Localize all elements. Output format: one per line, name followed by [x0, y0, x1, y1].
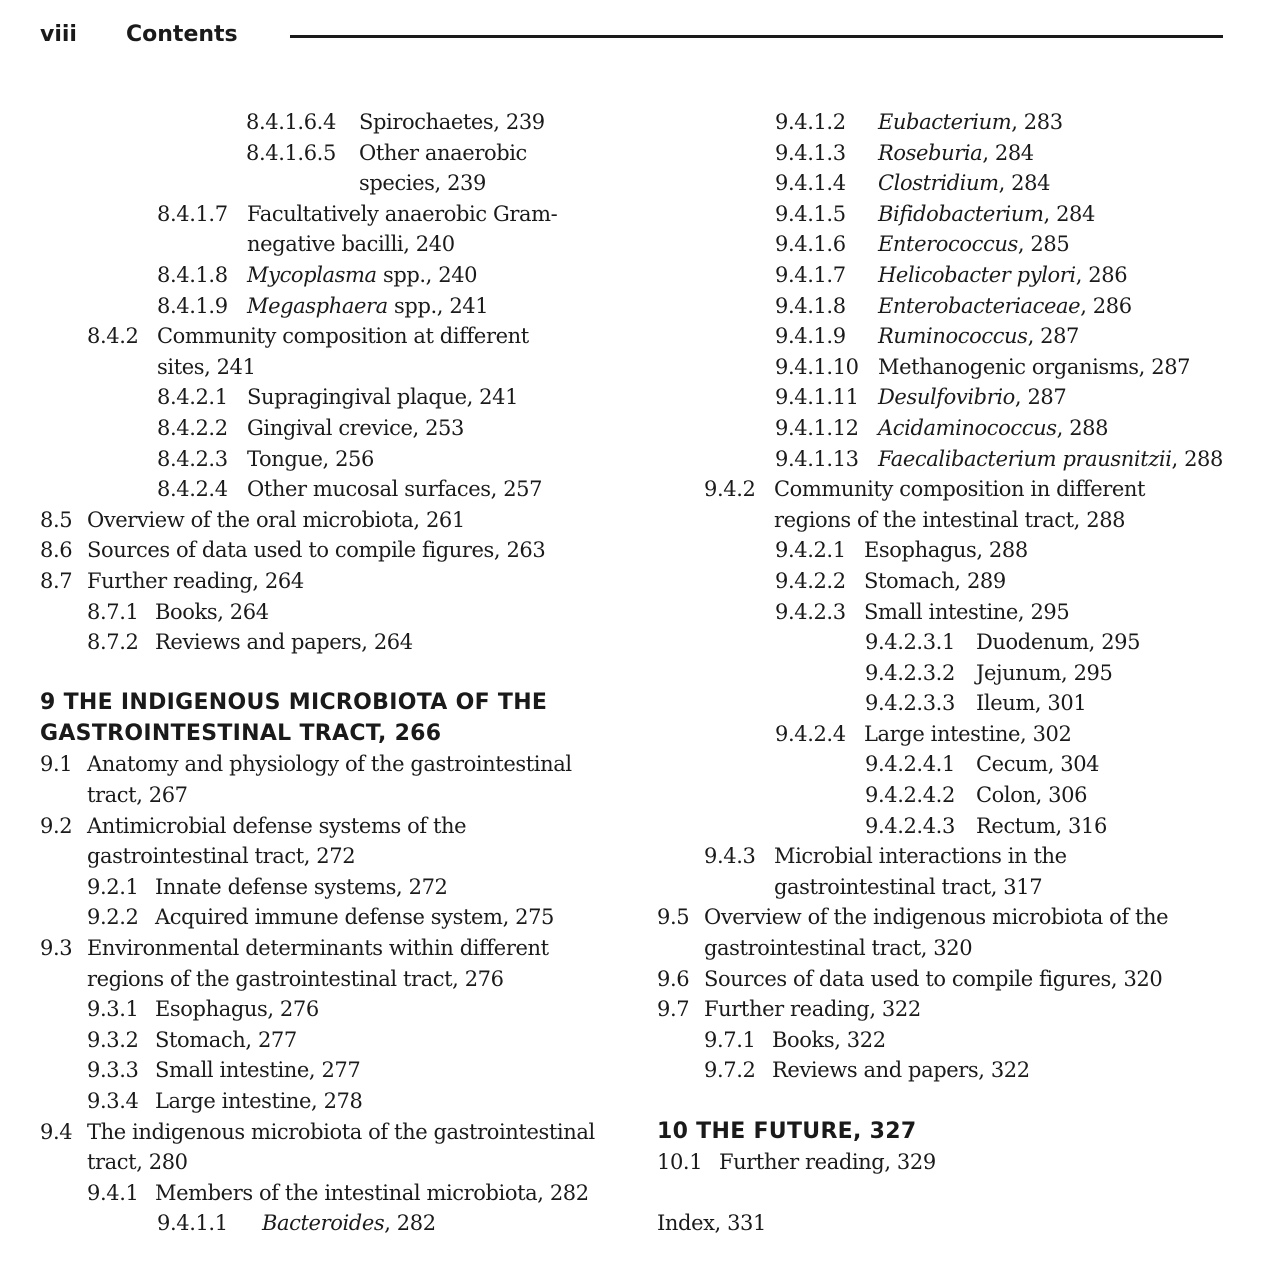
toc-right-column: [657, 107, 1242, 1239]
toc-entry: 9.4.1.3 Roseburia, 284: [775, 140, 1034, 165]
toc-entry: 9.2.1 Innate defense systems, 272: [87, 874, 448, 899]
toc-entry: 8.4.2.2 Gingival crevice, 253: [157, 415, 464, 440]
toc-entry: 9.4.2.3.3 Ileum, 301: [865, 691, 1087, 716]
toc-entry: 9.3.3 Small intestine, 277: [87, 1058, 361, 1083]
toc-entry: 9.4.1.1 Bacteroides, 282: [157, 1211, 436, 1236]
toc-entry: 9.4.2.2 Stomach, 289: [775, 568, 1006, 593]
toc-entry: 9.3 Environmental determinants within different regions of the gastrointestinal tract, 276: [40, 936, 549, 991]
header-rule: [290, 35, 1223, 38]
toc-entry: 9.4.1 Members of the intestinal microbiota, 282: [87, 1180, 589, 1205]
toc-entry: 9.4.1.2 Eubacterium, 283: [775, 110, 1063, 134]
toc-entry: 9.4.1.9 Ruminococcus, 287: [775, 324, 1079, 349]
toc-entry: 9.4.2.4.1 Cecum, 304: [865, 752, 1100, 777]
toc-entry: 8.4.1.6.4 Spirochaetes, 239: [246, 110, 545, 134]
toc-entry: 9.4.2.4.3 Rectum, 316: [865, 813, 1107, 838]
toc-entry: 9.4.1.6 Enterococcus, 285: [775, 232, 1070, 257]
toc-entry: 9.4.1.8 Enterobacteriaceae, 286: [775, 293, 1132, 318]
toc-entry: 9.7.1 Books, 322: [704, 1027, 886, 1052]
toc-entry: 9.5 Overview of the indigenous microbiota of the gastrointestinal tract, 320: [657, 905, 1169, 961]
toc-entry: 8.4.2.1 Supragingival plaque, 241: [157, 385, 519, 410]
toc-entry: 9.2.2 Acquired immune defense system, 275: [87, 905, 554, 930]
toc-entry: 8.5 Overview of the oral microbiota, 261: [40, 507, 465, 532]
chapter-heading: 9 THE INDIGENOUS MICROBIOTA OF THE GASTROINTESTINAL TRACT, 266: [40, 690, 548, 746]
toc-entry: 9.4.2.3.2 Jejunum, 295: [865, 660, 1113, 685]
toc-entry: 8.4.2.3 Tongue, 256: [157, 446, 374, 471]
toc-left-column: [40, 107, 615, 1239]
toc-entry: 10.1 Further reading, 329: [657, 1150, 936, 1175]
toc-entry: 9.4.1.13 Faecalibacterium prausnitzii, 288: [775, 446, 1223, 471]
toc-entry: 9.4.1.10 Methanogenic organisms, 287: [775, 354, 1191, 379]
toc-entry: 9.4.2.4 Large intestine, 302: [775, 721, 1072, 746]
toc-entry: 9.6 Sources of data used to compile figures, 320: [657, 966, 1163, 991]
toc-entry-index: Index, 331: [657, 1211, 766, 1236]
toc-entry: 8.4.2 Community composition at different sites, 241: [87, 324, 529, 379]
page-title: Contents: [126, 22, 238, 47]
toc-entry: 9.1 Anatomy and physiology of the gastrointestinal tract, 267: [40, 752, 572, 808]
toc-entry: 9.3.2 Stomach, 277: [87, 1027, 297, 1052]
toc-entry: 9.7.2 Reviews and papers, 322: [704, 1058, 1030, 1083]
chapter-heading: 10 THE FUTURE, 327: [657, 1118, 917, 1144]
toc-entry: 8.4.1.6.5 Other anaerobic species, 239: [246, 140, 527, 196]
toc-entry: 9.4.2.1 Esophagus, 288: [775, 538, 1028, 563]
toc-entry: 9.3.4 Large intestine, 278: [87, 1089, 363, 1113]
toc-entry: 8.4.1.7 Facultatively anaerobic Gram-negative bacilli, 240: [157, 201, 558, 257]
toc-entry: 8.4.1.8 Mycoplasma spp., 240: [157, 262, 478, 287]
toc-entry: 9.4 The indigenous microbiota of the gastrointestinal tract, 280: [40, 1119, 595, 1175]
toc-entry: 9.7 Further reading, 322: [657, 997, 921, 1022]
toc-entry: 8.4.2.4 Other mucosal surfaces, 257: [157, 477, 543, 502]
toc-entry: 9.4.1.12 Acidaminococcus, 288: [775, 415, 1109, 440]
toc-entry: 9.4.2.3 Small intestine, 295: [775, 599, 1070, 624]
toc-entry: 8.7 Further reading, 264: [40, 568, 304, 593]
toc-entry: 9.4.1.4 Clostridium, 284: [775, 171, 1051, 196]
toc-entry: 9.4.3 Microbial interactions in the gastrointestinal tract, 317: [704, 844, 1067, 899]
toc-entry: 9.4.2.4.2 Colon, 306: [865, 783, 1088, 808]
toc-entry: 9.4.1.5 Bifidobacterium, 284: [775, 201, 1095, 226]
toc-entry: 9.4.2 Community composition in different regions of the intestinal tract, 288: [704, 477, 1146, 532]
toc-entry: 8.7.1 Books, 264: [87, 599, 269, 624]
toc-entry: 8.4.1.9 Megasphaera spp., 241: [157, 293, 489, 318]
toc-entry: 9.4.1.11 Desulfovibrio, 287: [775, 385, 1067, 410]
toc-entry: 9.4.1.7 Helicobacter pylori, 286: [775, 262, 1128, 287]
toc-entry: 9.4.2.3.1 Duodenum, 295: [865, 630, 1141, 655]
toc-entry: 8.6 Sources of data used to compile figures, 263: [40, 538, 546, 563]
page-header: [40, 20, 1223, 54]
toc-entry: 9.3.1 Esophagus, 276: [87, 997, 319, 1022]
page-number: viii: [40, 22, 77, 47]
toc-entry: 8.7.2 Reviews and papers, 264: [87, 630, 413, 655]
toc-entry: 9.2 Antimicrobial defense systems of the gastrointestinal tract, 272: [40, 813, 467, 869]
